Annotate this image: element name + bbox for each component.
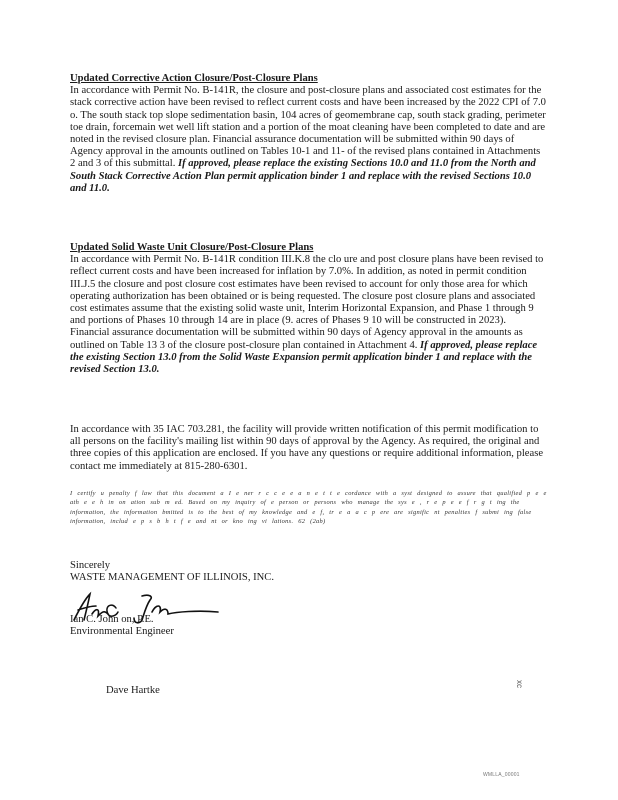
- edge-mark: xc: [515, 680, 524, 688]
- solid-waste-instruction: If approved, please replace the existing Section 13.0 from the Solid Waste Expansion permit application binder 1 and replace with the revised Section 13.0.: [70, 339, 538, 376]
- signer-title: Environmental Engineer: [70, 626, 174, 637]
- signer-name: Ian C. John on, P.E.: [70, 614, 154, 625]
- solid-waste-section: [70, 242, 548, 376]
- closing-salutation: Sincerely: [70, 560, 111, 571]
- section-heading-solid-waste: Updated Solid Waste Unit Closure/Post-Closure Plans: [70, 242, 314, 253]
- bates-stamp: WMLLA_00001: [483, 772, 520, 778]
- solid-waste-body: In accordance with Permit No. B-141R condition III.K.8 the clo ure and post closure plans have been revised to reflect current costs and have been increased for inflation by 7.0%. In addition, as noted in permit condition III.J.5 the closure and post closure cost estimates have been revised to account for only those area for which operating authorization has been obtained or is being requested. The closure post closure plans and associated cost estimates assume that the existing solid waste unit, Interim Horizontal Expansion, and Phase 1 through 9 and portions of Phases 10 through 14 are in place (9. acres of Phases 9 10 will be constructed in 2023). Financial assurance documentation will be submitted within 90 days of Agency approval in the amounts as outlined on Table 13 3 of the closure post-closure plan contained in Attachment 4.: [70, 254, 544, 351]
- cc-recipient: Dave Hartke: [106, 685, 160, 696]
- solid-waste-paragraph: [70, 254, 548, 376]
- corrective-action-section: [70, 73, 548, 195]
- certification-statement: I certify u penalty f law that this document a I e ner r c c e e a n e t t e cordance with a syst designed to assure that qualified p e e ath e e h in on ation sub m ed. Based on my inquiry of e person or persons who manage the sys e , r e p e e f r g t ing the information, the information bmitted is to the best of my knowledge and e f, tr e a a c p ere are signific nt penalties f submi ing false information, includ e p s b h t f e and nt or kno ing vi lations. 62 (2ab): [70, 490, 547, 526]
- notification-paragraph: In accordance with 35 IAC 703.281, the facility will provide written notification of this permit modification to all persons on the facility's mailing list within 90 days of approval by the Agency. As required, the original and three copies of this application are enclosed. If you have any questions or require additional information, please contact me immediately at 815-280-6301.: [70, 424, 544, 472]
- corrective-action-paragraph: [70, 85, 548, 195]
- section-heading-corrective-action: Updated Corrective Action Closure/Post-Closure Plans: [70, 73, 318, 84]
- corrective-action-body: In accordance with Permit No. B-141R, the closure and post-closure plans and associated cost estimates for the stack corrective action have been revised to reflect current costs and have been increased by the 2022 CPI of 7.0 o. The south stack top slope sedimentation basin, 104 acres of geomembrane cap, south stack grading, perimeter toe drain, forcemain wet well lift station and a portion of the moat cleaning have been completed to date and are noted in the revised closure plan. Financial assurance documentation will be submitted within 90 days of Agency approval in the amounts outlined on Tables 10-1 and 11- of the revised plans contained in Attachments 2 and 3 of this submittal.: [70, 85, 546, 170]
- company-name: WASTE MANAGEMENT OF ILLINOIS, INC.: [70, 572, 275, 583]
- corrective-action-instruction: If approved, please replace the existing Sections 10.0 and 11.0 from the North and South Stack Corrective Action Plan permit application binder 1 and replace with the revised Sections 10.0 and 11.0.: [70, 158, 536, 194]
